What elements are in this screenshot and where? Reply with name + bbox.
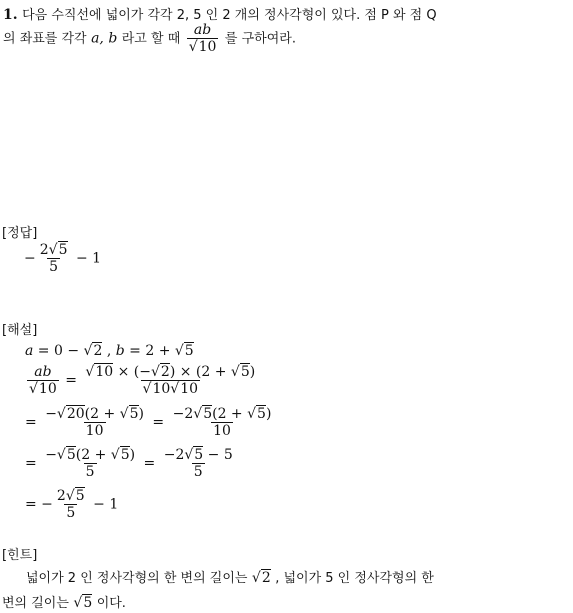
problem-text-2a: 의 좌표를 각각 xyxy=(3,31,87,47)
solution-line-4: = $\frac{-√5(2 + √5)}{5}$ = $\frac{-2√5 - 5}{5}$ xyxy=(25,447,233,480)
hint-text-2a: 변의 길이는 xyxy=(2,596,69,611)
problem-text-1: 다음 수직선에 넓이가 각각 2, 5 인 2 개의 정사각형이 있다. 점 P 와 점 Q xyxy=(22,8,437,23)
problem-text-2b: 라고 할 때 xyxy=(121,31,181,47)
problem-line-2 xyxy=(3,22,296,55)
answer-expression: − $\frac{2√5}{5}$ − 1 xyxy=(24,242,102,275)
hint-line-2: 변의 길이는 √5 이다. xyxy=(2,595,126,611)
problem-vars: a, b xyxy=(91,30,118,47)
answer-label: [정답] xyxy=(2,226,38,241)
solution-line-5: = − $\frac{2√5}{5}$ − 1 xyxy=(25,488,119,521)
problem-fraction: $\frac{ab}{√10}$ xyxy=(188,22,217,55)
solution-line-2: $\frac{ab}{√10}$ = $\frac{√10 \times (-√2) \times (2 + √5)}{√10√10}$ xyxy=(29,364,256,397)
hint-line-1: 넓이가 2 인 정사각형의 한 변의 길이는 √2 , 넓이가 5 인 정사각형의 한 xyxy=(26,570,434,586)
solution-line-3: = $\frac{-√20(2 + √5)}{10}$ = $\frac{-2√5(2 + √5)}{10}$ xyxy=(25,406,272,439)
solution-line-1: a = 0 − √2 , b = 2 + √5 xyxy=(25,343,194,359)
hint-text-1a: 넓이가 2 인 정사각형의 한 변의 길이는 xyxy=(26,571,248,586)
hint-label: [힌트] xyxy=(2,548,38,563)
hint-text-1b: , 넓이가 5 인 정사각형의 한 xyxy=(275,571,434,586)
hint-text-2b: 이다. xyxy=(96,596,126,611)
problem-line-1 xyxy=(3,4,437,23)
problem-number: 1. xyxy=(3,7,18,23)
solution-label: [해설] xyxy=(2,323,38,338)
problem-text-2c: 를 구하여라. xyxy=(224,31,296,47)
